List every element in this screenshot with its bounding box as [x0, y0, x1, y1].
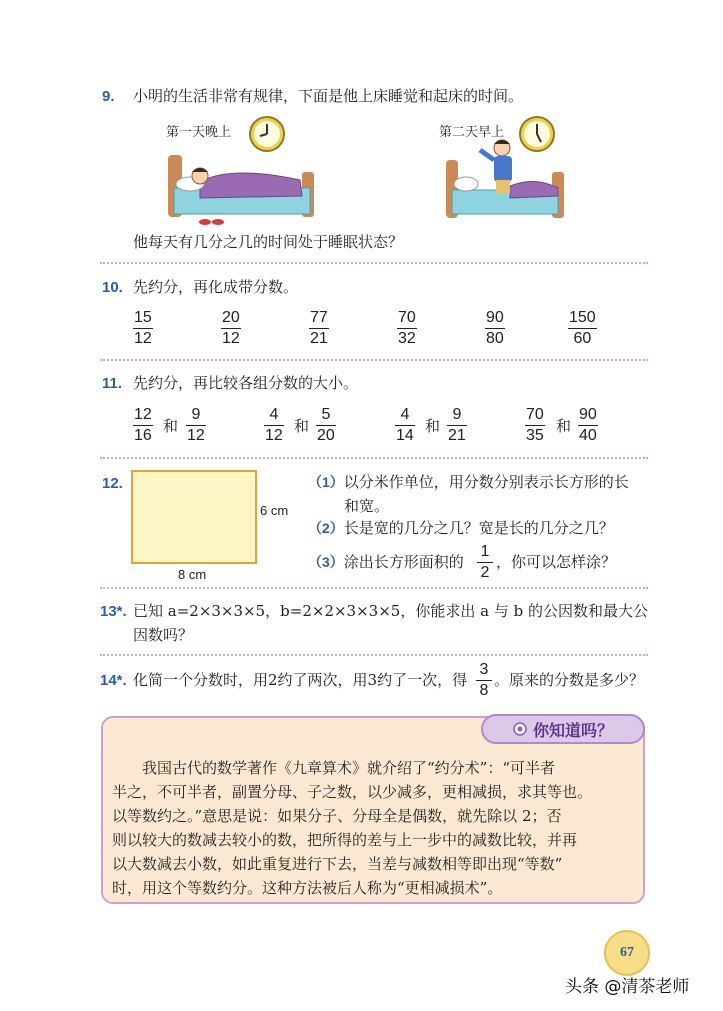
divider — [100, 457, 648, 459]
q10-text: 先约分，再化成带分数。 — [133, 278, 299, 296]
info-line: 我国古代的数学著作《九章算术》就介绍了“约分术”：“可半者 — [112, 759, 556, 777]
divider — [100, 587, 648, 589]
q12-sub2: （2）长是宽的几分之几？宽是长的几分之几？ — [308, 519, 614, 537]
q14-post: 。原来的分数是多少？ — [494, 671, 645, 689]
q12-sub1-cont: 和宽。 — [344, 497, 390, 515]
page-number: 67 — [604, 930, 650, 976]
sleeping-boy-illustration — [160, 110, 330, 230]
fraction: 90 40 — [579, 406, 597, 444]
divider — [100, 654, 648, 656]
divider — [100, 359, 648, 361]
and-word: 和 — [163, 417, 179, 435]
q9-number: 9. — [102, 88, 115, 105]
height-label: 6 cm — [260, 503, 289, 518]
info-line: 半之，不可半者，副置分母、子之数，以少减多，更相减损，求其等也。 — [112, 783, 593, 801]
fraction: 150 60 — [569, 309, 596, 347]
fraction: 1 2 — [477, 543, 493, 582]
fraction: 3 8 — [476, 661, 492, 700]
q12-sub3-post: ，你可以怎样涂？ — [496, 553, 617, 571]
q12-sub1: （1）以分米作单位，用分数分别表示长方形的长 — [308, 473, 629, 491]
info-badge-label: 你知道吗？ — [532, 722, 613, 740]
info-line: 以等数约之。”意思是说：如果分子、分母全是偶数，就先除以 2；否 — [112, 807, 562, 825]
fraction: 90 80 — [486, 309, 504, 347]
info-line: 时，用这个等数约分。这种方法被后人称为“更相减损术”。 — [112, 879, 503, 897]
q12-number: 12. — [102, 475, 123, 492]
fraction: 70 35 — [526, 406, 544, 444]
info-badge — [481, 714, 645, 744]
divider — [100, 262, 648, 264]
fraction: 15 12 — [134, 309, 152, 347]
clock-icon — [520, 117, 554, 151]
waking-boy-illustration — [440, 110, 570, 228]
clock-icon — [250, 117, 284, 151]
q14-number: 14*. — [100, 672, 127, 689]
q13-line2: 因数吗？ — [133, 626, 194, 644]
q13-line1: 已知 a=2×3×3×5，b=2×2×3×3×5，你能求出 a 与 b 的公因数和最大公 — [133, 602, 648, 620]
and-word: 和 — [294, 417, 310, 435]
fraction: 20 12 — [222, 309, 240, 347]
q11-text: 先约分，再比较各组分数的大小。 — [133, 374, 359, 392]
q14-pre: 化简一个分数时，用2约了两次，用3约了一次，得 — [133, 671, 468, 689]
fraction: 12 16 — [134, 406, 152, 444]
q9-caption-left: 第一天晚上 — [166, 125, 232, 140]
q9-text: 小明的生活非常有规律，下面是他上床睡觉和起床的时间。 — [133, 87, 524, 105]
q13-number: 13*. — [100, 603, 127, 620]
fraction: 77 21 — [310, 309, 328, 347]
fraction: 4 12 — [265, 406, 283, 444]
flower-icon — [513, 722, 527, 736]
rectangle-figure — [131, 470, 257, 564]
fraction: 4 14 — [396, 406, 414, 444]
and-word: 和 — [425, 417, 441, 435]
watermark-text: 头条 @清茶老师 — [565, 977, 690, 997]
q12-sub3: （3）涂出长方形面积的 — [308, 553, 464, 571]
fraction: 9 12 — [187, 406, 205, 444]
info-line: 则以较大的数减去较小的数，把所得的差与上一步中的减数比较，并再 — [112, 831, 578, 849]
q11-number: 11. — [102, 375, 123, 392]
fraction: 5 20 — [317, 406, 335, 444]
q10-number: 10. — [102, 279, 123, 296]
q9-caption-right: 第二天早上 — [439, 125, 505, 140]
fraction: 9 21 — [448, 406, 466, 444]
info-line: 以大数减去小数，如此重复进行下去，当差与减数相等即出现“等数” — [112, 855, 563, 873]
and-word: 和 — [556, 417, 572, 435]
fraction: 70 32 — [398, 309, 416, 347]
q9-question: 他每天有几分之几的时间处于睡眠状态？ — [133, 233, 404, 251]
width-label: 8 cm — [178, 567, 207, 582]
